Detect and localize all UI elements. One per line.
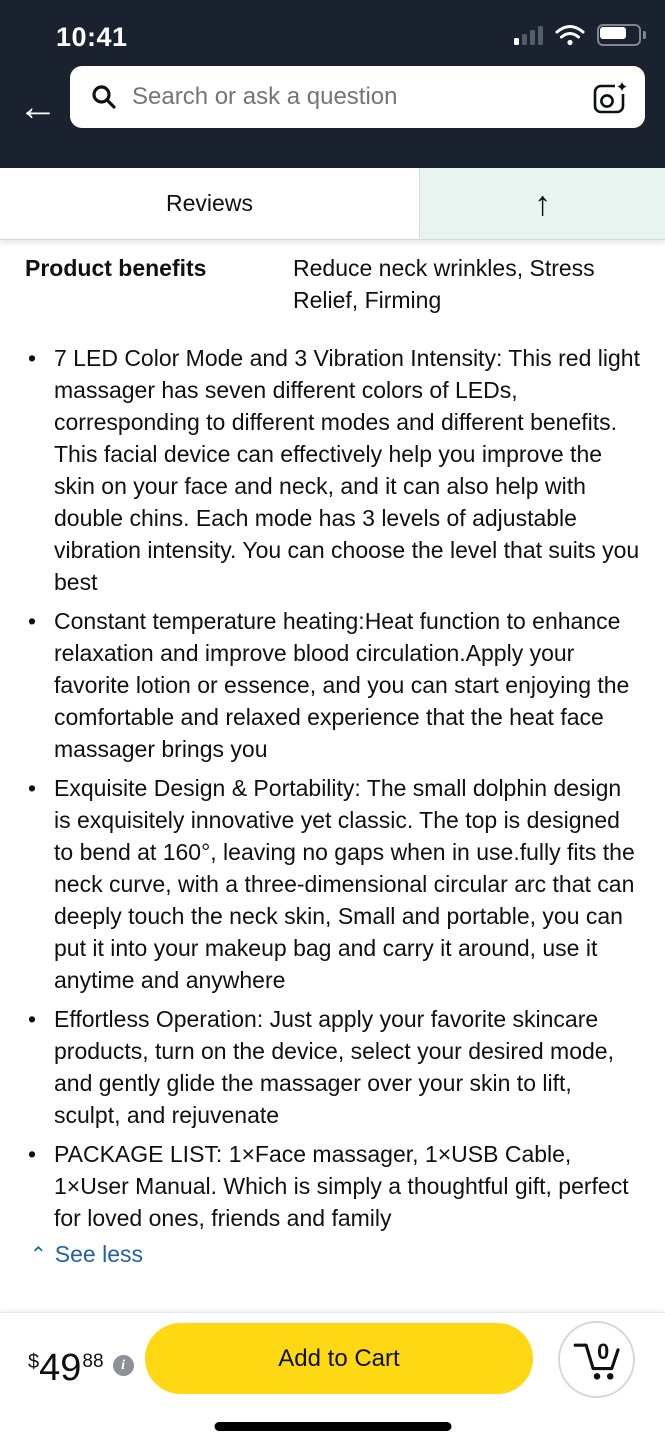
cart-button[interactable] xyxy=(558,1321,635,1398)
feature-bullet-list xyxy=(0,342,665,1234)
buy-bar xyxy=(0,1312,665,1440)
svg-text:✦: ✦ xyxy=(615,79,629,96)
price xyxy=(28,1349,134,1387)
cellular-signal-icon xyxy=(514,25,543,45)
see-less-label: See less xyxy=(54,1241,143,1267)
status-bar xyxy=(0,0,665,64)
sticky-nav-bar xyxy=(0,168,665,240)
collapse-caret-icon: ⌃ xyxy=(30,1244,47,1266)
price-currency: $ xyxy=(28,1351,40,1373)
price-fraction: 88 xyxy=(82,1351,104,1372)
feature-bullet: • Effortless Operation: Just apply your favorite skincare products, turn on the device, select your desired mode, and gently glide the massager over your skin to lift, sculpt, and rejuvenate xyxy=(28,1003,641,1131)
price-info-icon[interactable]: i xyxy=(113,1355,134,1376)
add-to-cart-button[interactable]: Add to Cart xyxy=(145,1323,533,1394)
feature-bullet: • Exquisite Design & Portability: The small dolphin design is exquisitely innovative yet classic. The top is designed to bend at 160°, leaving no gaps when in use.fully fits the neck curve, with a three-dimensional circular arc that can deeply touch the neck skin, Small and portable, you can put it into your makeup bag and carry it around, use it anytime and anywhere xyxy=(28,772,641,996)
search-icon xyxy=(90,83,118,111)
search-row xyxy=(0,64,665,168)
status-icons xyxy=(514,24,641,46)
camera-lens-icon[interactable] xyxy=(589,77,629,117)
back-button[interactable]: ← xyxy=(18,85,58,129)
product-details[interactable] xyxy=(0,240,665,1312)
up-arrow-icon: ↑ xyxy=(534,184,551,223)
feature-bullet: • Constant temperature heating:Heat function to enhance relaxation and improve blood circulation.Apply your favorite lotion or essence, and you can start enjoying the comfortable and relaxed experience that the heat face massager brings you xyxy=(28,605,641,765)
price-whole: 49 xyxy=(39,1347,82,1389)
spec-label: Product benefits xyxy=(25,255,207,281)
app-header xyxy=(0,0,665,168)
spec-value: Reduce neck wrinkles, Stress Relief, Firming xyxy=(293,255,595,313)
clock: 10:41 xyxy=(56,22,128,52)
home-indicator[interactable] xyxy=(214,1422,451,1431)
search-bar[interactable] xyxy=(70,66,645,128)
wifi-icon xyxy=(555,24,585,46)
battery-icon xyxy=(597,24,641,46)
scroll-to-top-button[interactable] xyxy=(420,168,665,239)
search-input[interactable] xyxy=(132,83,579,111)
feature-bullet: • 7 LED Color Mode and 3 Vibration Intensity: This red light massager has seven different colors of LEDs, corresponding to different modes and different benefits. This facial device can effectively help you improve the skin on your face and neck, and it can also help with double chins. Each mode has 3 levels of adjustable vibration intensity. You can choose the level that suits you best xyxy=(28,342,641,598)
cart-count-text: 0 xyxy=(596,1338,609,1364)
cart-icon xyxy=(569,1336,625,1384)
spec-row-product-benefits xyxy=(0,240,665,316)
tab-reviews[interactable]: Reviews xyxy=(0,168,420,239)
feature-bullet: • PACKAGE LIST: 1×Face massager, 1×USB Cable, 1×User Manual. Which is simply a thoughtful gift, perfect for loved ones, friends and family xyxy=(28,1138,641,1234)
see-less-link[interactable] xyxy=(0,1241,665,1268)
